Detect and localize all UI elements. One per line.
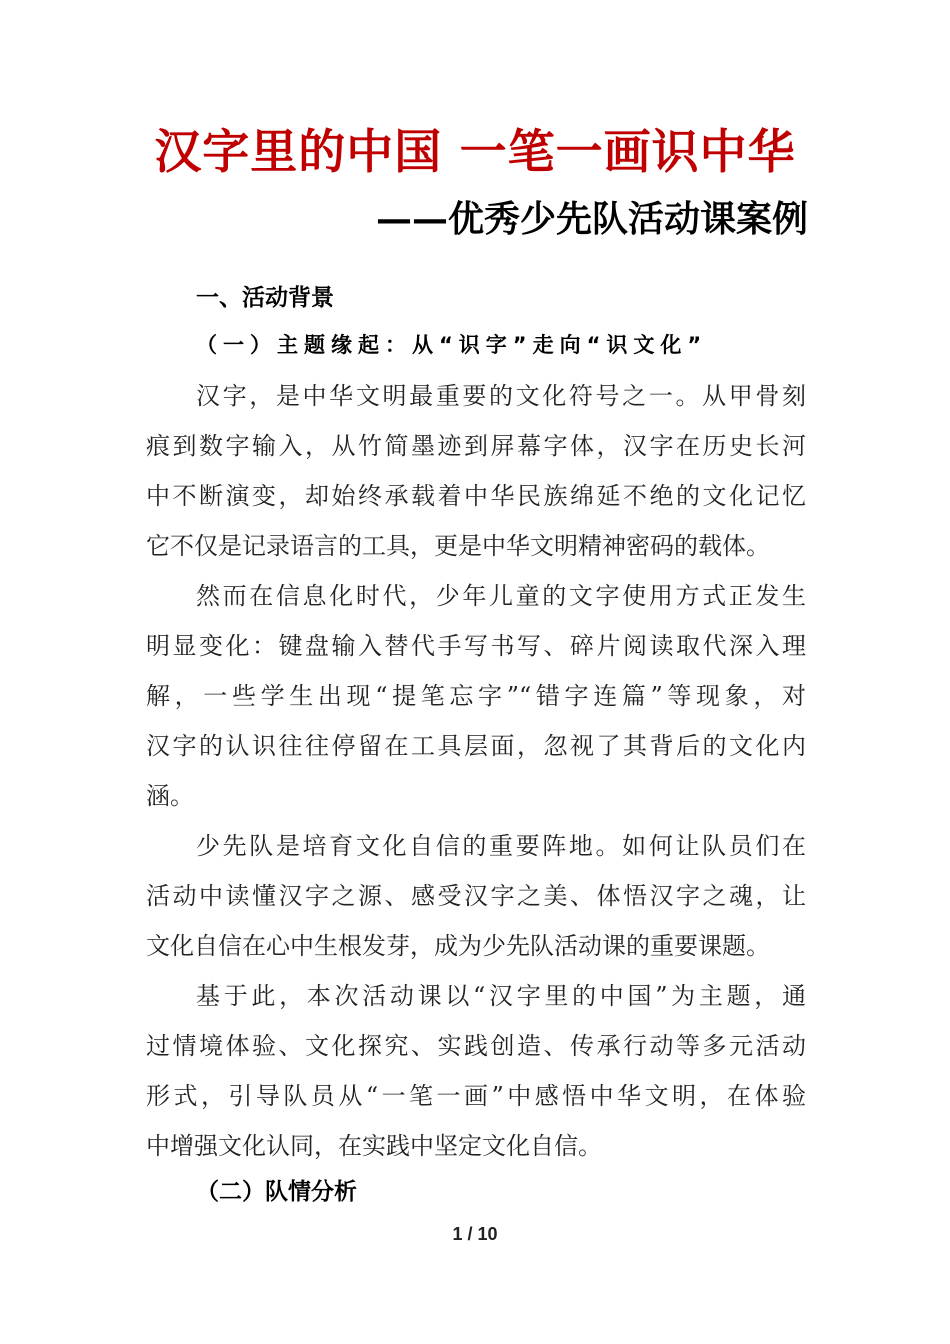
paragraph-line: 解，一些学生出现“提笔忘字”“错字连篇”等现象，对 [146,682,806,710]
paragraph-line: 明显变化：键盘输入替代手写书写、碎片阅读取代深入理 [146,632,806,660]
document-title: 汉字里的中国 一笔一画识中华 [154,125,796,180]
subsection-heading-analysis: （二）队情分析 [196,1179,357,1205]
document-subtitle: ——优秀少先队活动课案例 [375,198,808,240]
paragraph-line: 文化自信在心中生根发芽，成为少先队活动课的重要课题。 [146,932,770,960]
section-heading-background: 一、活动背景 [196,285,334,311]
paragraph-line: 过情境体验、文化探究、实践创造、传承行动等多元活动 [146,1032,806,1060]
paragraph-line: 涵。 [146,782,194,810]
paragraph-line: 它不仅是记录语言的工具，更是中华文明精神密码的载体。 [146,532,770,560]
paragraph-line: 汉字，是中华文明最重要的文化符号之一。从甲骨刻 [196,382,806,410]
paragraph-line: 基于此，本次活动课以“汉字里的中国”为主题，通 [196,982,806,1010]
paragraph-line: 中增强文化认同，在实践中坚定文化自信。 [146,1132,602,1160]
subsection-heading-theme: （一）主题缘起：从“识字”走向“识文化” [196,333,708,357]
paragraph-line: 痕到数字输入，从竹简墨迹到屏幕字体，汉字在历史长河 [146,432,806,460]
paragraph-line: 然而在信息化时代，少年儿童的文字使用方式正发生 [196,582,806,610]
paragraph-line: 活动中读懂汉字之源、感受汉字之美、体悟汉字之魂，让 [146,882,806,910]
paragraph-line: 中不断演变，却始终承载着中华民族绵延不绝的文化记忆 [146,482,806,510]
page-number: 1 / 10 [452,1224,498,1244]
paragraph-line: 汉字的认识往往停留在工具层面，忽视了其背后的文化内 [146,732,806,760]
paragraph-line: 少先队是培育文化自信的重要阵地。如何让队员们在 [196,832,806,860]
paragraph-line: 形式，引导队员从“一笔一画”中感悟中华文明，在体验 [146,1082,806,1110]
